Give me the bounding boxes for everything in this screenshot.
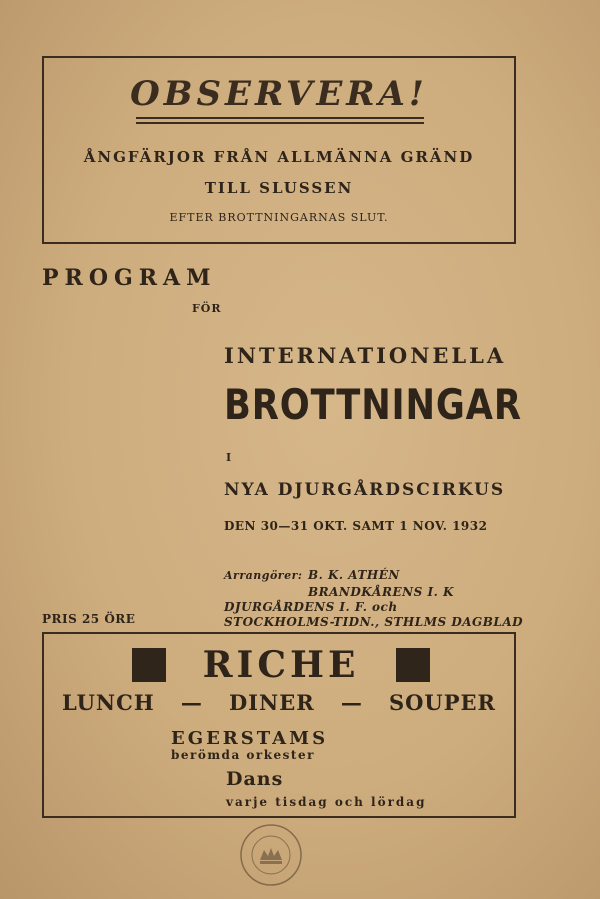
orchestra-description: berömda orkester	[171, 748, 315, 762]
notice-title: OBSERVERA!	[130, 74, 428, 114]
for-word: FÖR	[192, 302, 222, 315]
meal-menu	[62, 690, 496, 715]
library-stamp-icon	[238, 822, 304, 888]
riche-advert	[42, 632, 516, 818]
venue: NYA DJURGÅRDSCIRKUS	[224, 480, 506, 500]
menu-separator: —	[180, 690, 203, 715]
notice-rule-bottom	[136, 122, 424, 124]
menu-item: DINER	[228, 690, 315, 715]
program-heading: PROGRAM	[42, 265, 217, 291]
organizer-item: DJURGÅRDENS I. F. och	[224, 600, 398, 614]
event-line-2: BROTTNINGAR	[224, 380, 522, 429]
notice-box	[42, 56, 516, 244]
notice-line-2: TILL SLUSSEN	[204, 179, 354, 197]
riche-name: RICHE	[202, 644, 360, 686]
riche-title	[132, 644, 430, 684]
dance-heading: Dans	[226, 768, 284, 790]
organizer-item: B. K. ATHÉN	[308, 568, 400, 582]
menu-item: LUNCH	[62, 690, 155, 715]
menu-separator: —	[340, 690, 363, 715]
event-dates: DEN 30—31 OKT. SAMT 1 NOV. 1932	[224, 519, 488, 533]
notice-rule-top	[136, 117, 424, 119]
menu-item: SOUPER	[388, 690, 496, 715]
notice-line-3: EFTER BROTTNINGARNAS SLUT.	[169, 211, 389, 224]
dance-days: varje tisdag och lördag	[226, 795, 427, 809]
organizer-item: BRANDKÅRENS I. K	[308, 585, 454, 599]
in-word: I	[226, 451, 232, 464]
square-ornament-icon	[396, 648, 430, 682]
price-label: PRIS 25 ÖRE	[42, 612, 136, 626]
organizers-label: Arrangörer:	[224, 569, 303, 582]
orchestra-name: EGERSTAMS	[171, 728, 329, 749]
organizer-item: STOCKHOLMS-TIDN., STHLMS DAGBLAD	[224, 615, 524, 629]
square-ornament-icon	[132, 648, 166, 682]
event-line-1: INTERNATIONELLA	[224, 343, 507, 368]
notice-line-1: ÅNGFÄRJOR FRÅN ALLMÄNNA GRÄND	[83, 148, 475, 166]
